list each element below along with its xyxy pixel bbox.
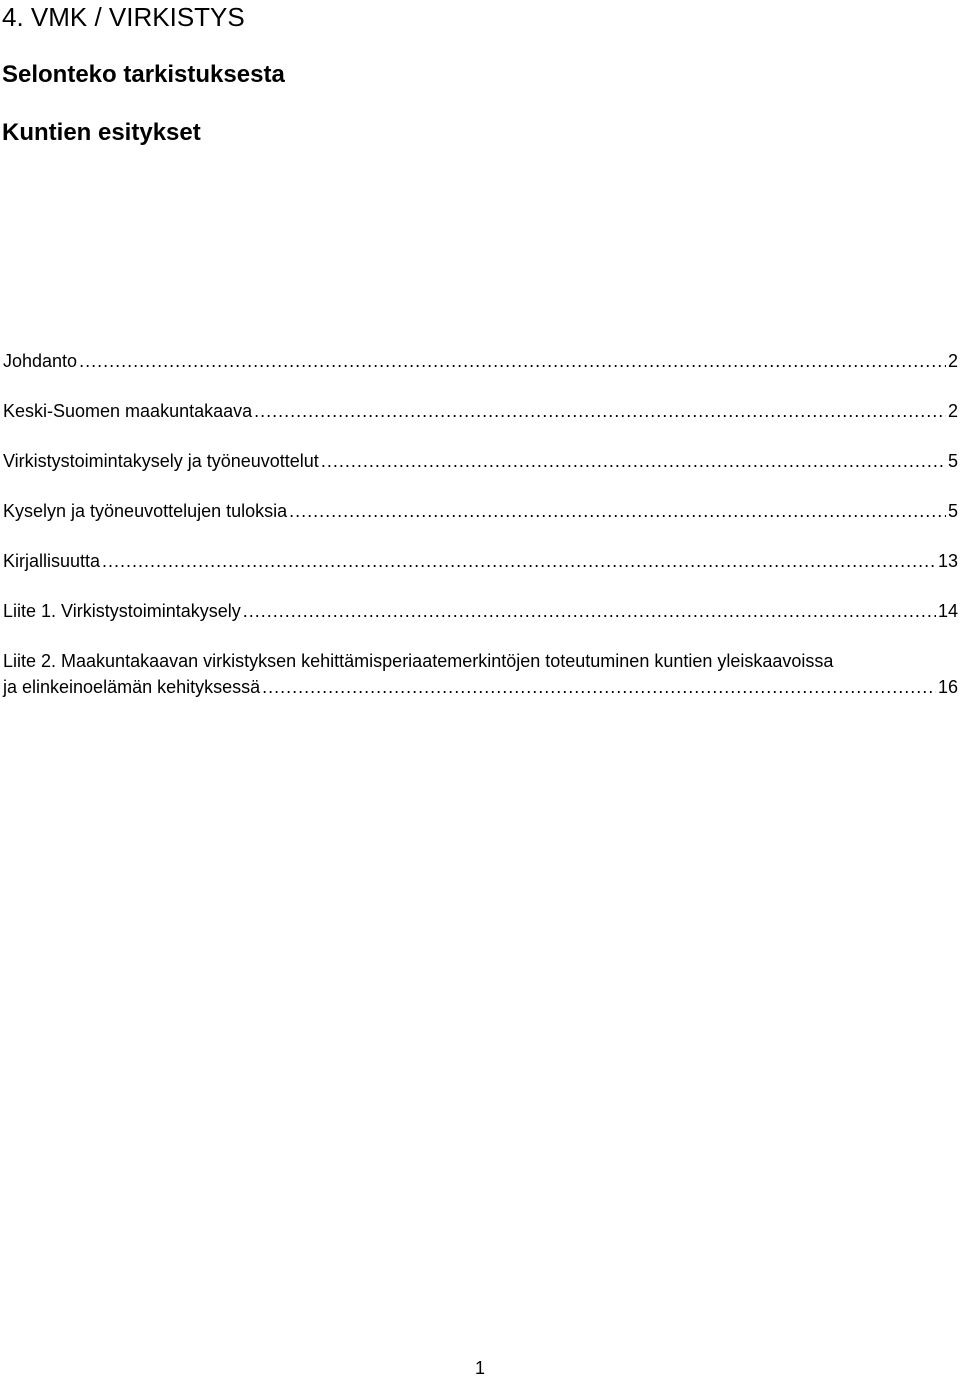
toc-entry-title-line1: Liite 2. Maakuntakaavan virkistyksen kehittämisperiaatemerkintöjen toteutuminen kuntien yleiskaavoissa (3, 651, 834, 671)
toc-entry-page: 5 (947, 501, 958, 521)
toc-entry-title: Liite 1. Virkistystoimintakysely (3, 601, 241, 621)
toc-entry-page: 16 (937, 677, 958, 697)
table-of-contents (3, 348, 958, 724)
toc-entry-kysely[interactable] (3, 448, 958, 474)
toc-entry-title: Kirjallisuutta (3, 551, 101, 571)
toc-dot-leader (79, 348, 946, 374)
toc-entry-kirjallisuutta[interactable] (3, 548, 958, 574)
document-subtitle: Selonteko tarkistuksesta (2, 61, 285, 88)
toc-dot-leader (102, 548, 936, 574)
toc-entry-johdanto[interactable] (3, 348, 958, 374)
toc-entry-title: Kyselyn ja työneuvottelujen tuloksia (3, 501, 288, 521)
toc-dot-leader (262, 674, 936, 700)
toc-dot-leader (254, 398, 946, 424)
document-title: 4. VMK / VIRKISTYS (2, 2, 245, 32)
page-number: 1 (474, 1358, 485, 1378)
toc-entry-page: 5 (947, 451, 958, 471)
toc-entry-page: 14 (937, 601, 958, 621)
toc-entry-liite-1[interactable] (3, 598, 958, 624)
document-section-title: Kuntien esitykset (2, 119, 201, 146)
toc-entry-title: Johdanto (3, 351, 78, 371)
toc-dot-leader (289, 498, 946, 524)
toc-entry-tuloksia[interactable] (3, 498, 958, 524)
toc-entry-maakuntakaava[interactable] (3, 398, 958, 424)
toc-entry-title: Virkistystoimintakysely ja työneuvottelut (3, 451, 319, 471)
toc-entry-title: Keski-Suomen maakuntakaava (3, 401, 253, 421)
toc-entry-page: 13 (937, 551, 958, 571)
toc-entry-title-line2: ja elinkeinoelämän kehityksessä (3, 677, 261, 697)
toc-entry-page: 2 (947, 351, 958, 371)
toc-entry-liite-2[interactable] (3, 648, 958, 700)
toc-dot-leader (243, 598, 936, 624)
toc-dot-leader (321, 448, 946, 474)
toc-entry-page: 2 (947, 401, 958, 421)
